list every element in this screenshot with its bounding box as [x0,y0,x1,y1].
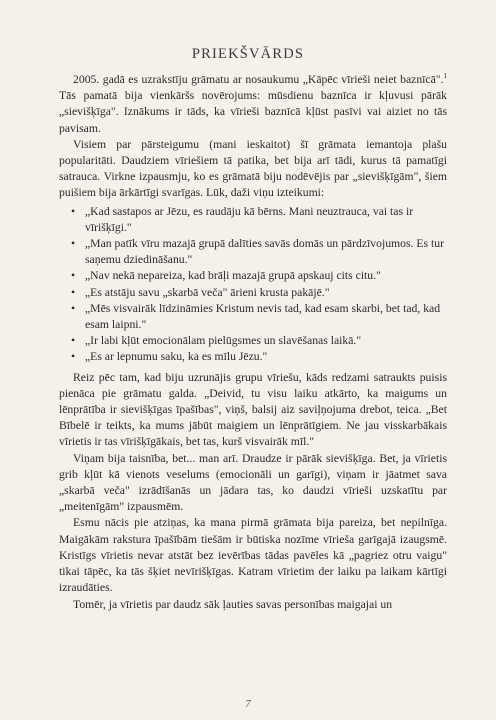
quote-text: „Ir labi kļūt emocionālam pielūgsmes un slavēšanas laikā." [85,334,362,348]
quote-text: „Es ar lepnumu saku, ka es mīlu Jēzu." [85,350,268,364]
quote-item [71,285,447,301]
page-number: 7 [245,698,251,710]
paragraph-6: Tomēr, ja vīrietis par daudz sāk ļauties savas personības maigajai un [73,597,393,611]
chapter-heading: PRIEKŠVĀRDS [191,46,305,62]
bullet-icon: • [71,301,76,315]
bullet-icon: • [71,204,76,218]
quote-item [71,333,447,349]
bullet-icon: • [71,237,76,251]
paragraph-1-text-cont: Tās pamatā bija vienkāršs novērojums: mūsdienu baznīca ir kļuvusi pārāk „sievišķīga". Iznākums ir tāds, ka vīrieši baznīcā kļūst pasīvi vai aiziet no tās pavisam. [59,89,447,135]
paragraph-5: Esmu nācis pie atziņas, ka mana pirmā grāmata bija pareiza, bet nepilnīga. Maigākām rakstura īpašībām tiešām ir būtiska nozīme vīrieša garīgajā izaugsmē. Kristīgs vīrietis nevar atstāt bez ievērības tādas pavēles kā „pagriez otru vaigu" tikai tāpēc, ka tās šķiet nevīrišķīgas. Katram vīrietim der laiku pa laikam kārtīgi izraudāties. [59,516,447,595]
bullet-icon: • [71,269,76,283]
quote-item [71,236,447,268]
paragraph-1 [59,72,447,137]
paragraph-4: Viņam bija taisnība, bet... man arī. Draudze ir pārāk sievišķīga. Bet, ja vīrietis grib kļūt kā vienots veselums (emocionāli un garīgi), viņam ir jāatmet sava „skarbā veča" izrādīšanās un jādara tas, ko daudzi vīrieši uzskatītu par „meitenīgām" izpausmēm. [59,451,447,514]
quote-text: „Man patīk vīru mazajā grupā dalīties savās domās un pārdzīvojumos. Es tur saņemu dziedināšanu." [85,237,444,267]
quote-item [71,349,447,365]
paragraph-1-text: 2005. gadā es uzrakstīju grāmatu ar nosaukumu „Kāpēc vīrieši neiet baznīcā". [73,73,444,86]
quote-text: „Kad sastapos ar Jēzu, es raudāju kā bērns. Mani neuztrauca, vai tas ir vīrišķīgi." [85,204,414,234]
quote-item [71,301,447,333]
quote-text: „Mēs visvairāk līdzināmies Kristum nevis tad, kad esam skarbi, bet tad, kad esam laipni." [85,301,441,332]
paragraph-3: Reiz pēc tam, kad biju uzrunājis grupu vīriešu, kāds redzami satraukts puisis pienāca pie grāmatu galda. „Deivid, tu visu laiku atkārto, ka maigums un lēnprātība ir sievišķīgas īpašības", viņš, balsij aiz saviļņojuma drebot, teica. „Bet Bībelē ir teikts, ka mums jābūt maigiem un lēnprātīgiem. Ne jau visskarbākais vīrietis ir tas vīrišķīgākais, bet tas, kurš visvairāk mīl." [59,370,447,449]
quote-item [71,268,447,284]
footnote-marker: 1 [443,72,447,81]
paragraph-2: Visiem par pārsteigumu (mani ieskaitot) šī grāmata iemantoja plašu popularitāti. Daudziem vīriešiem tā patika, bet bija arī tādi, kurus tā pamatīgi satrauca. Virkne izpausmju, ko es grāmatā biju nodēvējis par „sievišķīgām", šiem puišiem bija ārkārtīgi svarīgas. Lūk, daži viņu izteikumi: [59,137,447,200]
quote-item [71,204,447,236]
quote-text: „Nav nekā nepareiza, kad brāļi mazajā grupā apskauj cits citu." [85,269,381,283]
quote-text: „Es atstāju savu „skarbā veča" ārieni krusta pakājē." [85,285,330,299]
bullet-icon: • [71,334,76,348]
quote-list [59,204,447,366]
bullet-icon: • [71,285,76,299]
bullet-icon: • [71,350,76,364]
body-text [59,72,447,613]
